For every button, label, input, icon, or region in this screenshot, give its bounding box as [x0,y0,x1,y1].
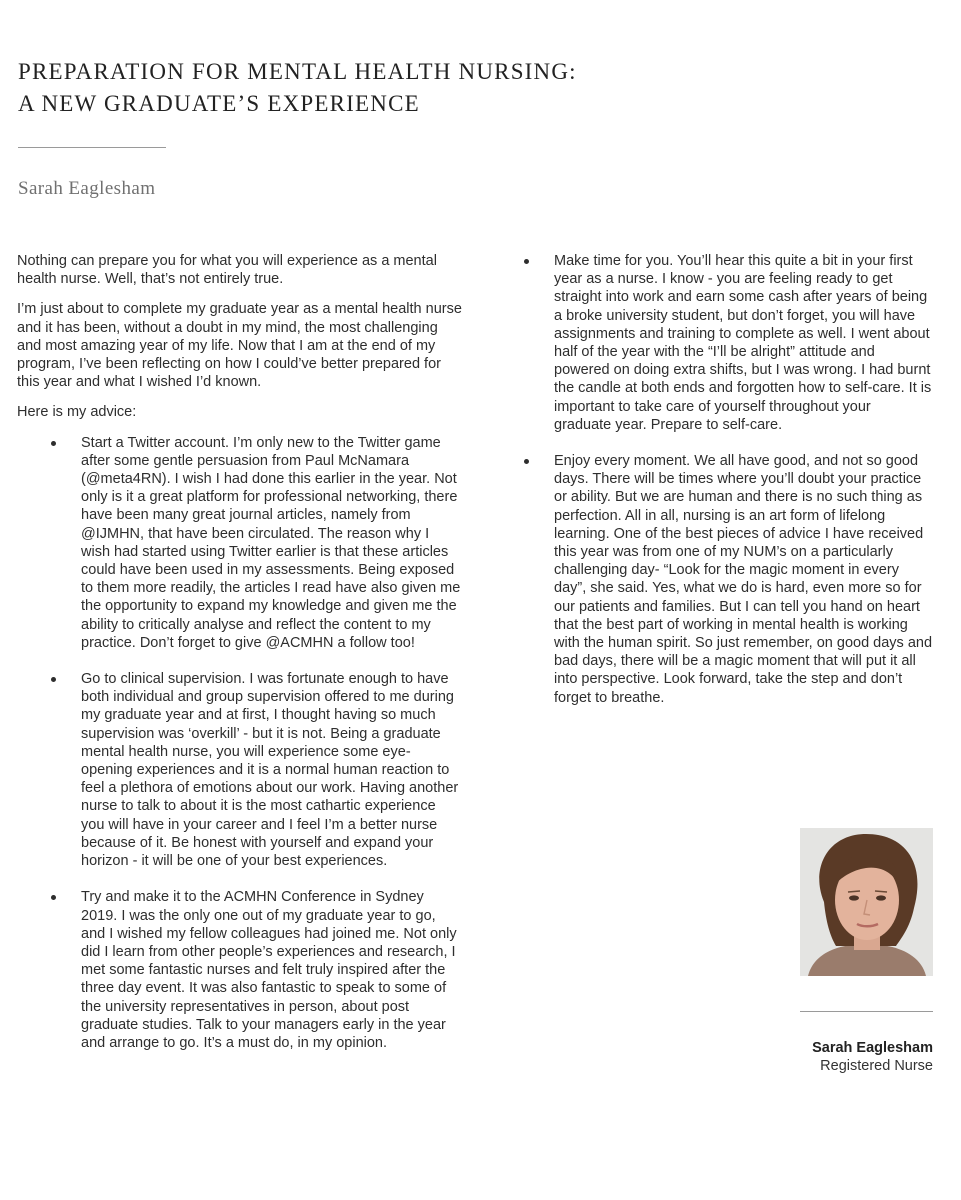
title-divider [18,147,166,148]
advice-text: Try and make it to the ACMHN Conference in Sydney 2019. I was the only one out of my graduate year to go, and I wished my fellow colleagues had joined me. Not only did I learn from other people’s experiences and research, I met some fantastic nurses and felt truly inspired after the three day event. It was also fantastic to speak to some of the university representatives in person, about post graduate studies. Talk to your managers early in the year and arrange to go. It’s a must do, in my opinion. [81,889,457,1051]
title-line-1: PREPARATION FOR MENTAL HEALTH NURSING: [18,59,577,84]
advice-item-twitter [17,434,462,652]
advice-text: Start a Twitter account. I’m only new to the Twitter game after some gentle persuasion from Paul McNamara (@meta4RN). I wish I had done this earlier in the year. Not only is it a great platform for professional networking, there have been many great journal articles, namely from @IJMHN, that have been circulated. The reason why I wish had started using Twitter earlier is that these articles could have been used in my assessments. Being exposed to them more readily, the articles I read have also given me the opportunity to expand my knowledge and given me the ability to critically analyse and reflect the content to my practice. Don’t forget to give @ACMHN a follow too! [81,434,461,651]
intro-paragraph: I’m just about to complete my graduate year as a mental health nurse and it has been, without a doubt in my mind, the most challenging and most amazing year of my life. Now that I am at the end of my program, I’ve been reflecting on how I could’ve better prepared for this year and what I wished I’d known. [17,301,462,391]
right-column [520,252,932,725]
bullet-icon [51,441,56,446]
advice-list-left [17,434,462,1053]
article-title [18,56,577,120]
byline: Sarah Eaglesham [18,178,156,199]
advice-text: Enjoy every moment. We all have good, and not so good days. There will be times where you’ll doubt your practice or ability. But we are human and there is no such thing as perfection. All in all, nursing is an art form of lifelong learning. One of the best pieces of advice I have received this year was from one of my NUM’s on a particularly challenging day- “Look for the magic moment in every day”, she said. Yes, what we do is hard, even more so for our patients and families. But I can tell you hand on heart that the best part of working in mental health is working with the human spirit. So just remember, on good days and bad days, there will be a magic moment that will put it all into perspective. Look forward, take the step and don’t forget to breathe. [554,453,933,706]
author-divider [800,1011,933,1012]
bullet-icon [524,459,529,464]
title-line-2: A NEW GRADUATE’S EXPERIENCE [18,91,420,116]
intro-paragraph: Nothing can prepare you for what you will experience as a mental health nurse. Well, that’s not entirely true. [17,253,437,288]
author-photo [800,828,933,976]
advice-item-conference [17,888,462,1052]
advice-text: Go to clinical supervision. I was fortunate enough to have both individual and group supervision offered to me during my graduate year and at first, I thought having so much supervision was ‘overkill’ - but it is not. Being a graduate mental health nurse, you will experience some eye-opening experiences and it is a normal human reaction to feel a plethora of emotions about our work. Having another nurse to talk to about it is the most cathartic experience you will have in your career and I feel I’m a better nurse because of it. Be honest with yourself and expand your horizon - it will be one of your best experiences. [81,671,459,870]
advice-item-self-care [520,252,932,434]
left-column [17,252,462,1070]
advice-text: Make time for you. You’ll hear this quite a bit in your first year as a nurse. I know - you are feeling ready to get straight into work and earn some cash after years of being a broke university student, but don’t forget, you will have assignments and training to complete as well. I went about half of the year with the “I’ll be alright” attitude and powered on doing extra shifts, but I was wrong. I had burnt the candle at both ends and forgotten how to self-care. It is important to take care of yourself throughout your graduate year. Prepare to self-care. [554,253,932,433]
advice-list-right [520,252,932,707]
advice-item-supervision [17,670,462,870]
bullet-icon [51,895,56,900]
portrait-image [800,828,933,976]
author-name: Sarah Eaglesham [812,1040,933,1056]
bullet-icon [51,677,56,682]
advice-item-enjoy [520,452,932,707]
advice-heading: Here is my advice: [17,404,137,421]
bullet-icon [524,259,529,264]
author-role: Registered Nurse [820,1058,933,1074]
